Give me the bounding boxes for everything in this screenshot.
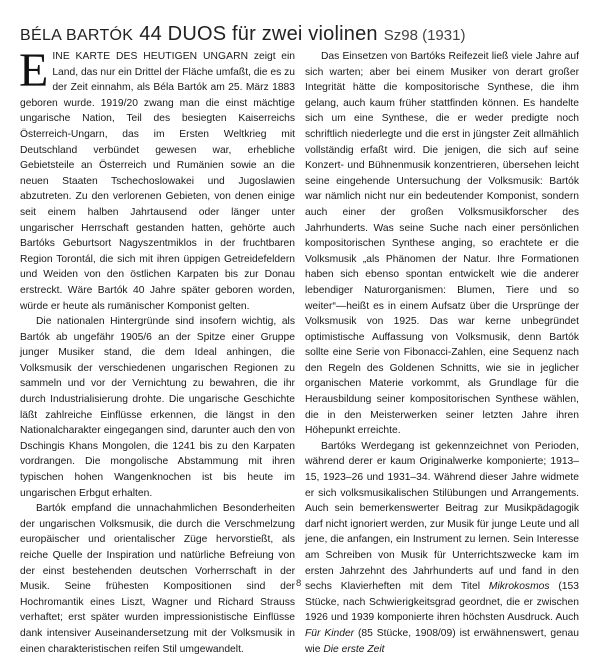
work-title-fuer-kinder: Für Kinder — [305, 627, 355, 639]
paragraph-1 — [19, 44, 295, 314]
intro-caps: INE KARTE DES HEUTIGEN UNGARN — [52, 51, 249, 62]
paragraph-5-text-c: (85 Stücke, 1908/09) ist erwähnenswert, genau wie — [305, 627, 579, 655]
left-column — [19, 44, 295, 657]
paragraph-4: Das Einsetzen von Bartóks Reifezeit ließ viele Jahre auf sich warten; aber bei einem Musiker von derart großer Integrität hätte die kompositorische Synthese, die ihm gelang, auch kaum früher stattfinden können. Es handelte sich um eine Synthese, die er weder predigte noch schriftlich niederlegte und die erst in jüngster Zeit allmählich vollständig erfaßt wird. Die jenigen, die sich auf seine Konzert- und Bühnenmusik konzentrieren, übersehen leicht seine eingehende Untersuchung der Volksmusik: Bartók war nämlich nicht nur ein bedeutender Komponist, sondern auch einer der großen Volksmusikforscher des Jahrhunderts. Was seine Suche nach einer persönlichen kompositorischen Synthese anging, so erachtete er die Volksmusik „als Phänomen der Natur. Ihre Formationen haben sich ebenso spontan entwickelt wie die anderer lebendiger Naturorganismen: Blumen, Tiere und so weiter“—heißt es in einem Aufsatz über die Ursprünge der Volksmusik von 1925. Das war kerne unbegründet optimistische Auffassung von Volksmusik, denn Bartók sollte eine Serie von Fibonacci-Zahlen, eine Sequenz nach den Regeln des Goldenen Schnitts, wie sie in jeglicher organischen Materie vorkommt, als Grundlage für die Herausbildung seiner kompositorischen Synthese wählen, die in den Meisterwerken seiner letzten Jahre ihren Höhepunkt erreichte. — [305, 51, 579, 437]
paragraph-3: Bartók empfand die unnachahmlichen Besonderheiten der ungarischen Volksmusik, die durch die Verschmelzung europäischer und orientalischer Züge hervorstießt, als reiche Quelle der Inspiration und natürliche Befreiung von der einst bestehenden deutschen Vorherrschaft in der Musik. Seine frühesten Kompositionen sind der Hochromantik eines Liszt, Wagner und Richard Strauss verhaftet; erst später wurden impressionistische Einflüsse dank intensiver Auseinandersetzung mit der Volksmusik in einen charakteristischen reifen Stil umgewandelt. — [20, 503, 295, 655]
work-title: 44 DUOS für zwei violinen — [139, 23, 378, 45]
work-title-die-erste-zeit: Die erste Zeit — [323, 643, 385, 655]
paragraph-1-text: zeigt ein Land, das nur ein Drittel der Fläche umfaßt, die es zu der Zeit einnahm, als Béla Bartók am 25. März 1883 geboren wurde. 1919/20 zwang man die einst mächtige ungarische Nation, Teil des besiegten Kaiserreichs Österreich-Ungarn, das im Ersten Weltkrieg mit Deutschland verbündet gewesen war, erhebliche Gebietsteile an Österreich und Rumänien sowie an die neuen Staaten Tschechoslowakei und Jugoslawien abzutreten. Zu den verlorenen Gebieten, von denen einige seit einem halben Jahrtausend oder länger unter ungarischer Herrschaft gestanden hatten, gehörte auch Bartóks Geburtsort Nagyszentmiklos in der fruchtbaren Region Torontál, die sich mit ihren üppigen Getreidefeldern und Weiden von den östlichen Karpaten bis zur Donau erstreckt. Wäre Bartók 40 Jahre später geboren worden, würde er heute als rumänischer Komponist gelten. — [20, 51, 295, 312]
paragraph-5-text-b: (153 Stücke, nach Schwierigkeitsgrad geordnet, die er zwischen 1926 und 1939 komponierte ihren höchsten Ausdruck. Auch — [305, 581, 579, 624]
work-title-mikrokosmos: Mikrokosmos — [488, 581, 550, 593]
paragraph-2: Die nationalen Hintergründe sind insofern wichtig, als Bartók ab ungefähr 1905/6 an der Spitze einer Gruppe junger Musiker stand, die dem Ideal anhingen, die Volksmusik der verschiedenen ungarischen Regionen zu sammeln und vor der Vernichtung zu bewahren, die ihr durch Industrialisierung drohte. Die ungarische Geschichte läßt zahlreiche Einflüsse erkennen, die längst in den Nationalcharakter eingegangen sind, darunter auch den von Dschingis Khans Mongolen, die 1241 bis zu den Karpaten vordrangen. Die mongolische Abstammung mit ihren typischen hohen Wangenknochen ist bis heute im ungarischen Erbgut erhalten. — [20, 316, 295, 499]
paragraph-5 — [305, 439, 579, 657]
drop-cap: E — [19, 44, 49, 97]
paragraph-5-text-a: Bartóks Werdegang ist gekennzeichnet von Perioden, während derer er kaum Originalwerke komponierte; 1913–15, 1923–26 und 1931–34. Während dieser Jahre widmete er sich volksmusikalischen Stilübungen und Arrangements. Auch sein bemerkenswerter Beitrag zur Musikpädagogik darf nicht ignoriert werden, zur Musik für junge Leute und all jene, die anfangen, ein Instrument zu lernen. Sein Interesse am Schreiben von Musik für Unterrichtszwecke kam im ersten Jahrzehnt des Jahrhunderts auf und fand in den sechs Klavierheften mit dem Titel — [305, 440, 579, 593]
page-number: 8 — [296, 578, 302, 589]
composer-name: BÉLA BARTÓK — [20, 27, 134, 44]
page-header — [20, 23, 465, 46]
opus-number: Sz98 (1931) — [383, 27, 466, 44]
right-column — [305, 49, 579, 657]
